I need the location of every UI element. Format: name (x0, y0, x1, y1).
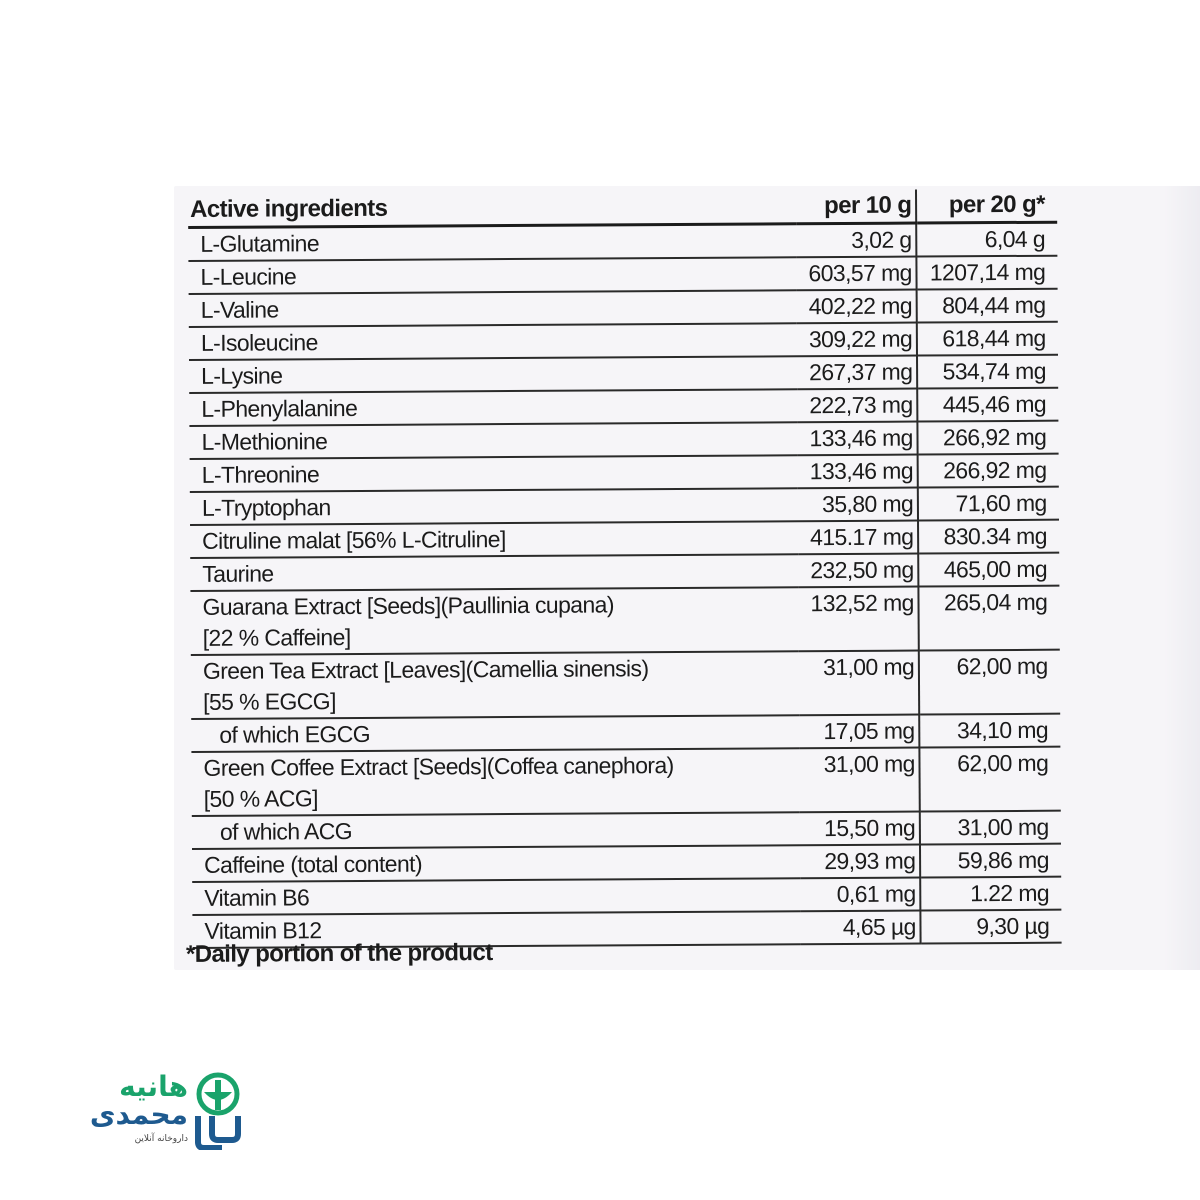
ingredients-table (188, 189, 1061, 949)
ingredient-name-line: L-Methionine (201, 428, 328, 455)
value-per-10g: 133,46 mg (797, 422, 917, 456)
value-per-10g: 603,57 mg (796, 257, 916, 291)
value-per-10g: 402,22 mg (797, 290, 917, 324)
ingredient-name-line: [22 % Caffeine] (202, 624, 351, 651)
brand-name-line1: هانیه (119, 1070, 188, 1103)
value-per-10g: 4,65 µg (800, 911, 920, 945)
brand-name-line2: محمدی (89, 1098, 188, 1131)
table-row (189, 289, 1058, 327)
table-row (189, 421, 1058, 459)
ingredient-name (189, 356, 797, 393)
ingredient-name-line: Vitamin B12 (204, 917, 322, 944)
value-per-10g: 415.17 mg (798, 521, 918, 555)
value-per-20g: 465,00 mg (919, 553, 1060, 587)
value-per-20g: 62,00 mg (919, 650, 1060, 715)
value-per-20g: 266,92 mg (918, 454, 1059, 488)
table-row (190, 487, 1059, 525)
value-per-20g: 59,86 mg (920, 844, 1061, 878)
table-row (188, 256, 1057, 294)
value-per-20g: 71,60 mg (918, 487, 1059, 521)
value-per-10g: 15,50 mg (800, 812, 920, 846)
table-row (190, 586, 1059, 655)
table-row (192, 844, 1061, 882)
value-per-20g: 265,04 mg (919, 586, 1060, 651)
ingredient-name (188, 257, 796, 294)
brand-tagline: داروخانه آنلاین (134, 1134, 188, 1144)
table-row (192, 811, 1061, 849)
ingredient-name (191, 748, 799, 816)
pharmacy-bowl-logo-icon (192, 1072, 244, 1150)
value-per-10g: 0,61 mg (800, 878, 920, 912)
value-per-10g: 3,02 g (796, 223, 916, 257)
ingredient-name (192, 845, 800, 882)
ingredient-name-line: L-Valine (200, 296, 279, 323)
ingredient-name (192, 812, 800, 849)
ingredient-name-line: Green Tea Extract [Leaves](Camellia sinensis) (202, 655, 649, 684)
value-per-20g: 804,44 mg (917, 289, 1058, 323)
table-row (189, 355, 1058, 393)
ingredient-name-line: Taurine (202, 560, 274, 587)
value-per-20g: 1.22 mg (920, 877, 1061, 911)
table-row (189, 388, 1058, 426)
value-per-20g: 6,04 g (916, 222, 1057, 256)
table-row (191, 714, 1060, 752)
table-row (190, 553, 1059, 591)
table-row (188, 222, 1057, 261)
value-per-10g: 309,22 mg (797, 323, 917, 357)
value-per-10g: 31,00 mg (799, 651, 920, 716)
value-per-20g: 445,46 mg (917, 388, 1058, 422)
value-per-20g: 534,74 mg (917, 355, 1058, 389)
table-row (189, 322, 1058, 360)
value-per-10g: 133,46 mg (798, 455, 918, 489)
value-per-10g: 31,00 mg (799, 748, 920, 813)
value-per-20g: 62,00 mg (920, 747, 1061, 812)
value-per-10g: 222,73 mg (797, 389, 917, 423)
value-per-20g: 9,30 µg (921, 910, 1062, 944)
ingredient-name-line: Guarana Extract [Seeds](Paullinia cupana) (202, 591, 614, 620)
header-per-10g: per 10 g (796, 190, 916, 224)
value-per-10g: 267,37 mg (797, 356, 917, 390)
ingredient-name-line: L-Threonine (201, 461, 320, 488)
value-per-20g: 830.34 mg (918, 520, 1059, 554)
ingredient-name-line: [50 % ACG] (203, 785, 318, 812)
value-per-10g: 17,05 mg (799, 715, 919, 749)
value-per-10g: 132,52 mg (798, 587, 919, 652)
value-per-20g: 1207,14 mg (917, 256, 1058, 290)
table-row (190, 520, 1059, 558)
ingredient-name-line: of which ACG (219, 818, 353, 845)
table-row (190, 454, 1059, 492)
value-per-10g: 35,80 mg (798, 488, 918, 522)
ingredient-name (190, 554, 798, 591)
table-row (192, 877, 1061, 915)
value-per-20g: 31,00 mg (920, 811, 1061, 845)
ingredient-name-line: Caffeine (total content) (204, 850, 423, 878)
value-per-10g: 232,50 mg (798, 554, 918, 588)
ingredient-name-line: L-Leucine (200, 263, 297, 290)
ingredient-name-line: L-Tryptophan (201, 494, 331, 521)
ingredient-name (189, 422, 797, 459)
ingredient-name-line: L-Lysine (201, 362, 283, 389)
ingredient-name-line: L-Isoleucine (200, 329, 318, 356)
header-ingredient: Active ingredients (188, 190, 796, 227)
ingredient-name (190, 521, 798, 558)
ingredient-name (188, 224, 796, 261)
ingredient-name (192, 878, 800, 915)
header-per-20g: per 20 g* (916, 189, 1057, 223)
ingredient-name (191, 715, 799, 752)
ingredient-name-line: Green Coffee Extract [Seeds](Coffea canephora) (203, 752, 674, 781)
ingredient-name-line: of which EGCG (219, 720, 371, 748)
ingredient-name (191, 651, 799, 719)
ingredient-name-line: Citruline malat [56% L-Citruline] (202, 526, 506, 554)
ingredient-name-line: L-Phenylalanine (201, 394, 358, 422)
footnote: *Daily portion of the product (185, 939, 493, 968)
value-per-20g: 266,92 mg (918, 421, 1059, 455)
ingredient-name-line: Vitamin B6 (204, 884, 310, 911)
ingredient-name (189, 323, 797, 360)
ingredient-name (189, 290, 797, 327)
value-per-20g: 34,10 mg (919, 714, 1060, 748)
ingredient-name-line: L-Glutamine (200, 230, 320, 257)
table-row (191, 650, 1060, 719)
ingredient-name (190, 587, 798, 655)
ingredient-name (190, 488, 798, 525)
value-per-10g: 29,93 mg (800, 845, 920, 879)
value-per-20g: 618,44 mg (917, 322, 1058, 356)
table-row (191, 747, 1060, 816)
ingredient-name-line: [55 % EGCG] (203, 688, 336, 715)
brand-logo (58, 1070, 258, 1150)
ingredient-name (190, 455, 798, 492)
table-header-row (188, 189, 1057, 228)
ingredient-name (189, 389, 797, 426)
